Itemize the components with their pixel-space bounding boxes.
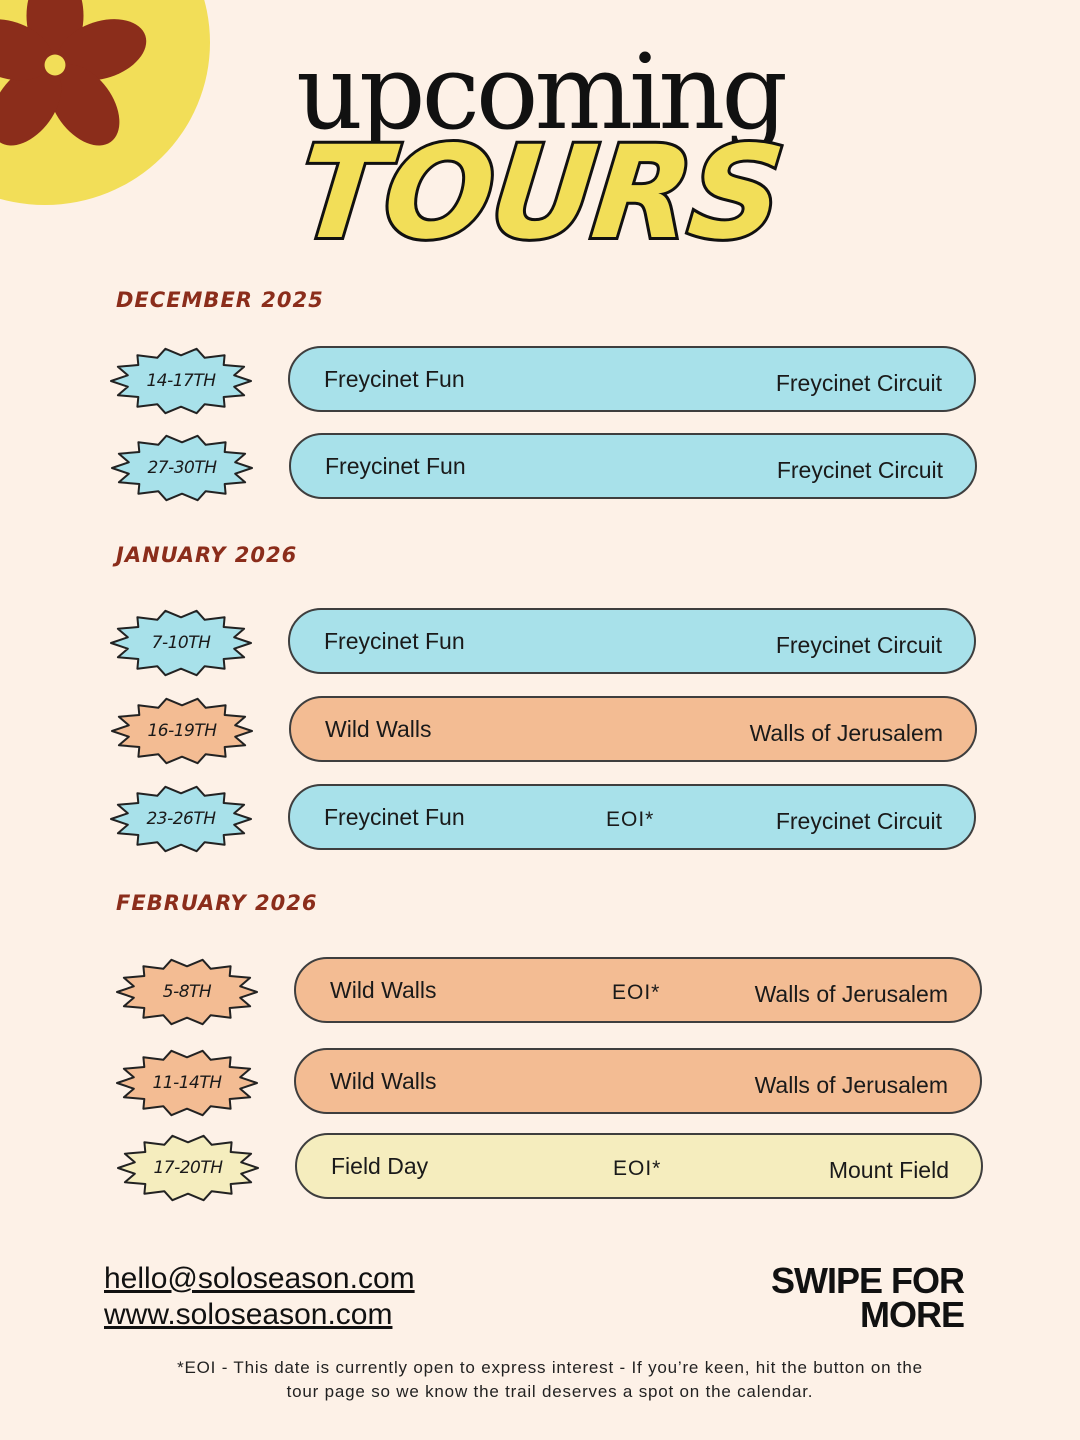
tour-row <box>0 1133 1080 1203</box>
tour-name: Freycinet Fun <box>324 628 465 654</box>
tour-row <box>0 433 1080 503</box>
tour-row <box>0 696 1080 766</box>
tour-pill[interactable] <box>289 696 977 762</box>
tour-pill[interactable] <box>288 346 976 412</box>
swipe-cta-line1: SWIPE FOR <box>770 1260 964 1301</box>
tour-name: Freycinet Fun <box>325 453 466 479</box>
date-badge <box>108 784 254 854</box>
footnote-line2: tour page so we know the trail deserves a spot on the calendar. <box>286 1382 814 1401</box>
eoi-tag: EOI* <box>613 1157 662 1180</box>
date-label: 14-17TH <box>146 371 216 391</box>
date-label: 11-14TH <box>152 1073 222 1093</box>
month-heading: FEBRUARY 2026 <box>116 891 318 915</box>
tour-pill[interactable] <box>288 608 976 674</box>
page-title-tours: TOURS <box>291 119 789 268</box>
tour-location: Walls of Jerusalem <box>754 981 948 1007</box>
eoi-tag: EOI* <box>612 981 661 1004</box>
tour-row <box>0 784 1080 854</box>
date-label: 23-26TH <box>146 809 216 829</box>
email-link[interactable]: hello@soloseason.com <box>104 1262 415 1295</box>
date-label: 7-10TH <box>151 633 211 653</box>
tour-location: Freycinet Circuit <box>775 632 942 658</box>
tour-row <box>0 608 1080 678</box>
tour-location: Freycinet Circuit <box>776 457 943 483</box>
footnote-line1: *EOI - This date is currently open to express interest - If you’re keen, hit the button on the <box>177 1358 923 1377</box>
tour-name: Wild Walls <box>330 977 437 1003</box>
date-badge <box>108 346 254 416</box>
date-badge <box>114 1048 260 1118</box>
eoi-tag: EOI* <box>606 808 655 831</box>
date-label: 16-19TH <box>147 721 217 741</box>
tour-row <box>0 957 1080 1027</box>
tour-location: Mount Field <box>828 1157 949 1183</box>
tour-row <box>0 1048 1080 1118</box>
tour-name: Wild Walls <box>325 716 432 742</box>
page-title-upcoming: upcoming <box>296 31 784 153</box>
month-heading: DECEMBER 2025 <box>116 288 324 312</box>
date-badge <box>114 957 260 1027</box>
swipe-cta-line2: MORE <box>860 1294 964 1335</box>
tour-row <box>0 346 1080 416</box>
month-heading: JANUARY 2026 <box>116 543 298 567</box>
tour-location: Walls of Jerusalem <box>754 1072 948 1098</box>
website-link[interactable]: www.soloseason.com <box>104 1298 393 1331</box>
tour-pill[interactable] <box>294 1048 982 1114</box>
tour-location: Freycinet Circuit <box>775 808 942 834</box>
eoi-footnote <box>110 1356 990 1404</box>
date-badge <box>109 696 255 766</box>
date-badge <box>115 1133 261 1203</box>
tour-name: Freycinet Fun <box>324 366 465 392</box>
date-label: 27-30TH <box>147 458 217 478</box>
tour-location: Freycinet Circuit <box>775 370 942 396</box>
date-badge <box>108 608 254 678</box>
swipe-cta <box>704 1260 964 1335</box>
tour-pill[interactable] <box>295 1133 983 1199</box>
tour-pill[interactable] <box>289 433 977 499</box>
tour-location: Walls of Jerusalem <box>749 720 943 746</box>
tour-name: Freycinet Fun <box>324 804 465 830</box>
tour-name: Wild Walls <box>330 1068 437 1094</box>
date-label: 17-20TH <box>153 1158 223 1178</box>
date-label: 5-8TH <box>162 982 212 1002</box>
tour-name: Field Day <box>331 1153 429 1179</box>
tour-pill[interactable] <box>294 957 982 1023</box>
tour-pill[interactable] <box>288 784 976 850</box>
date-badge <box>109 433 255 503</box>
